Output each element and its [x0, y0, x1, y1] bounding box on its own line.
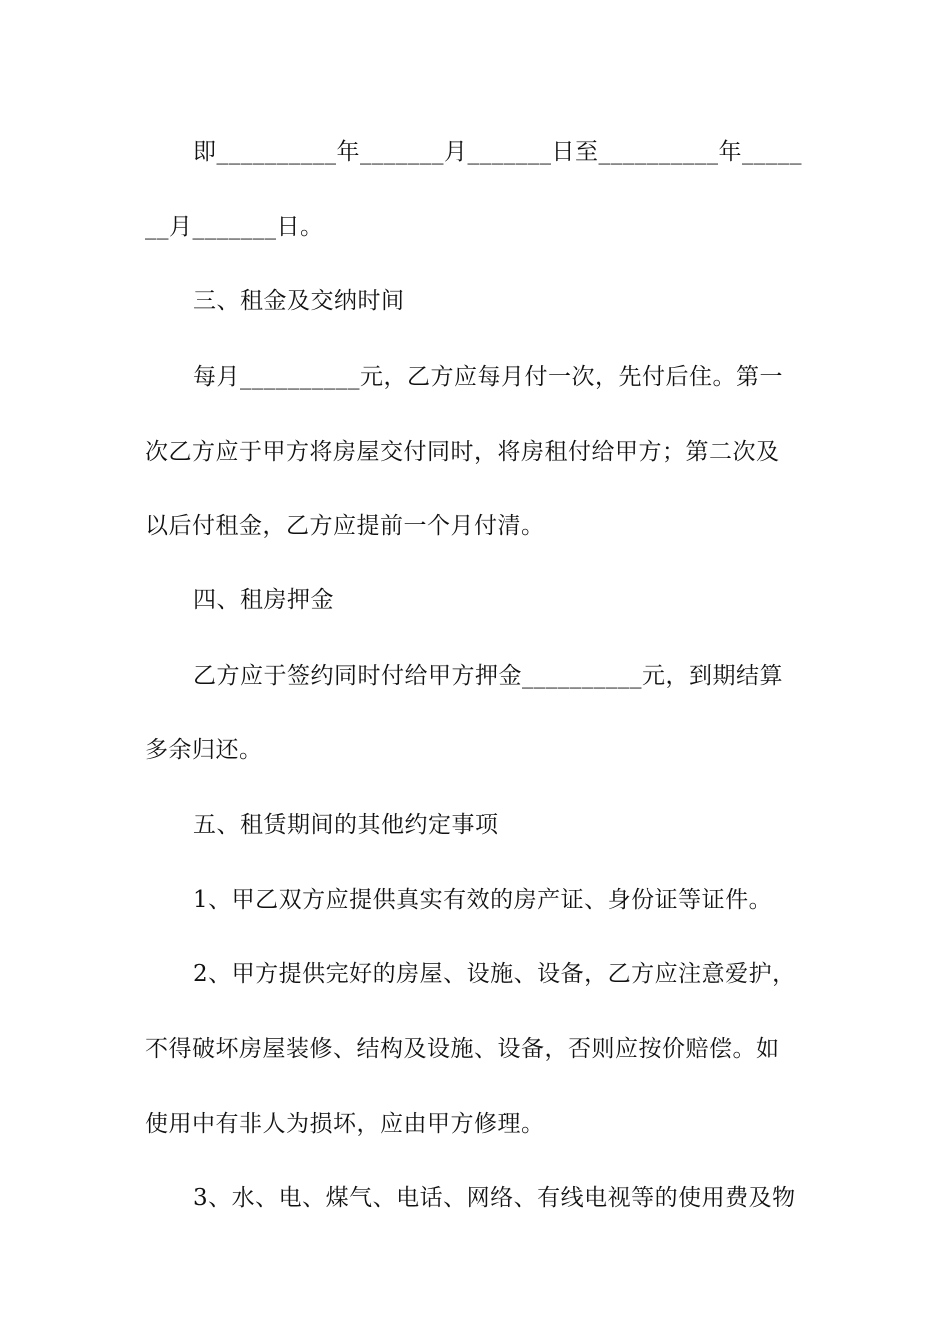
- text-line-rent-2: 次乙方应于甲方将房屋交付同时，将房租付给甲方；第二次及: [145, 439, 780, 465]
- text-line-rent-1: 每月__________元，乙方应每月付一次，先付后住。第一: [193, 364, 783, 390]
- text-line-term-1: 1、甲乙双方应提供真实有效的房产证、身份证等证件。: [193, 887, 773, 913]
- text-line-term-2-c: 使用中有非人为损坏，应由甲方修理。: [145, 1111, 545, 1137]
- section-heading-other-terms: 五、租赁期间的其他约定事项: [193, 812, 499, 838]
- text-line-rent-3: 以后付租金，乙方应提前一个月付清。: [145, 513, 545, 539]
- text-line-term-3: 3、水、电、煤气、电话、网络、有线电视等的使用费及物: [193, 1185, 796, 1211]
- section-heading-deposit: 四、租房押金: [193, 587, 334, 613]
- text-line-deposit-1: 乙方应于签约同时付给甲方押金__________元，到期结算: [193, 663, 783, 689]
- text-line-term-2-a: 2、甲方提供完好的房屋、设施、设备，乙方应注意爱护，: [193, 961, 796, 987]
- text-line-lease-period-start: 即__________年_______月_______日至__________年_____: [193, 139, 802, 165]
- section-heading-rent: 三、租金及交纳时间: [193, 288, 405, 314]
- text-line-term-2-b: 不得破坏房屋装修、结构及设施、设备，否则应按价赔偿。如: [145, 1036, 780, 1062]
- text-line-deposit-2: 多余归还。: [145, 737, 263, 763]
- text-line-lease-period-end: __月_______日。: [145, 214, 324, 240]
